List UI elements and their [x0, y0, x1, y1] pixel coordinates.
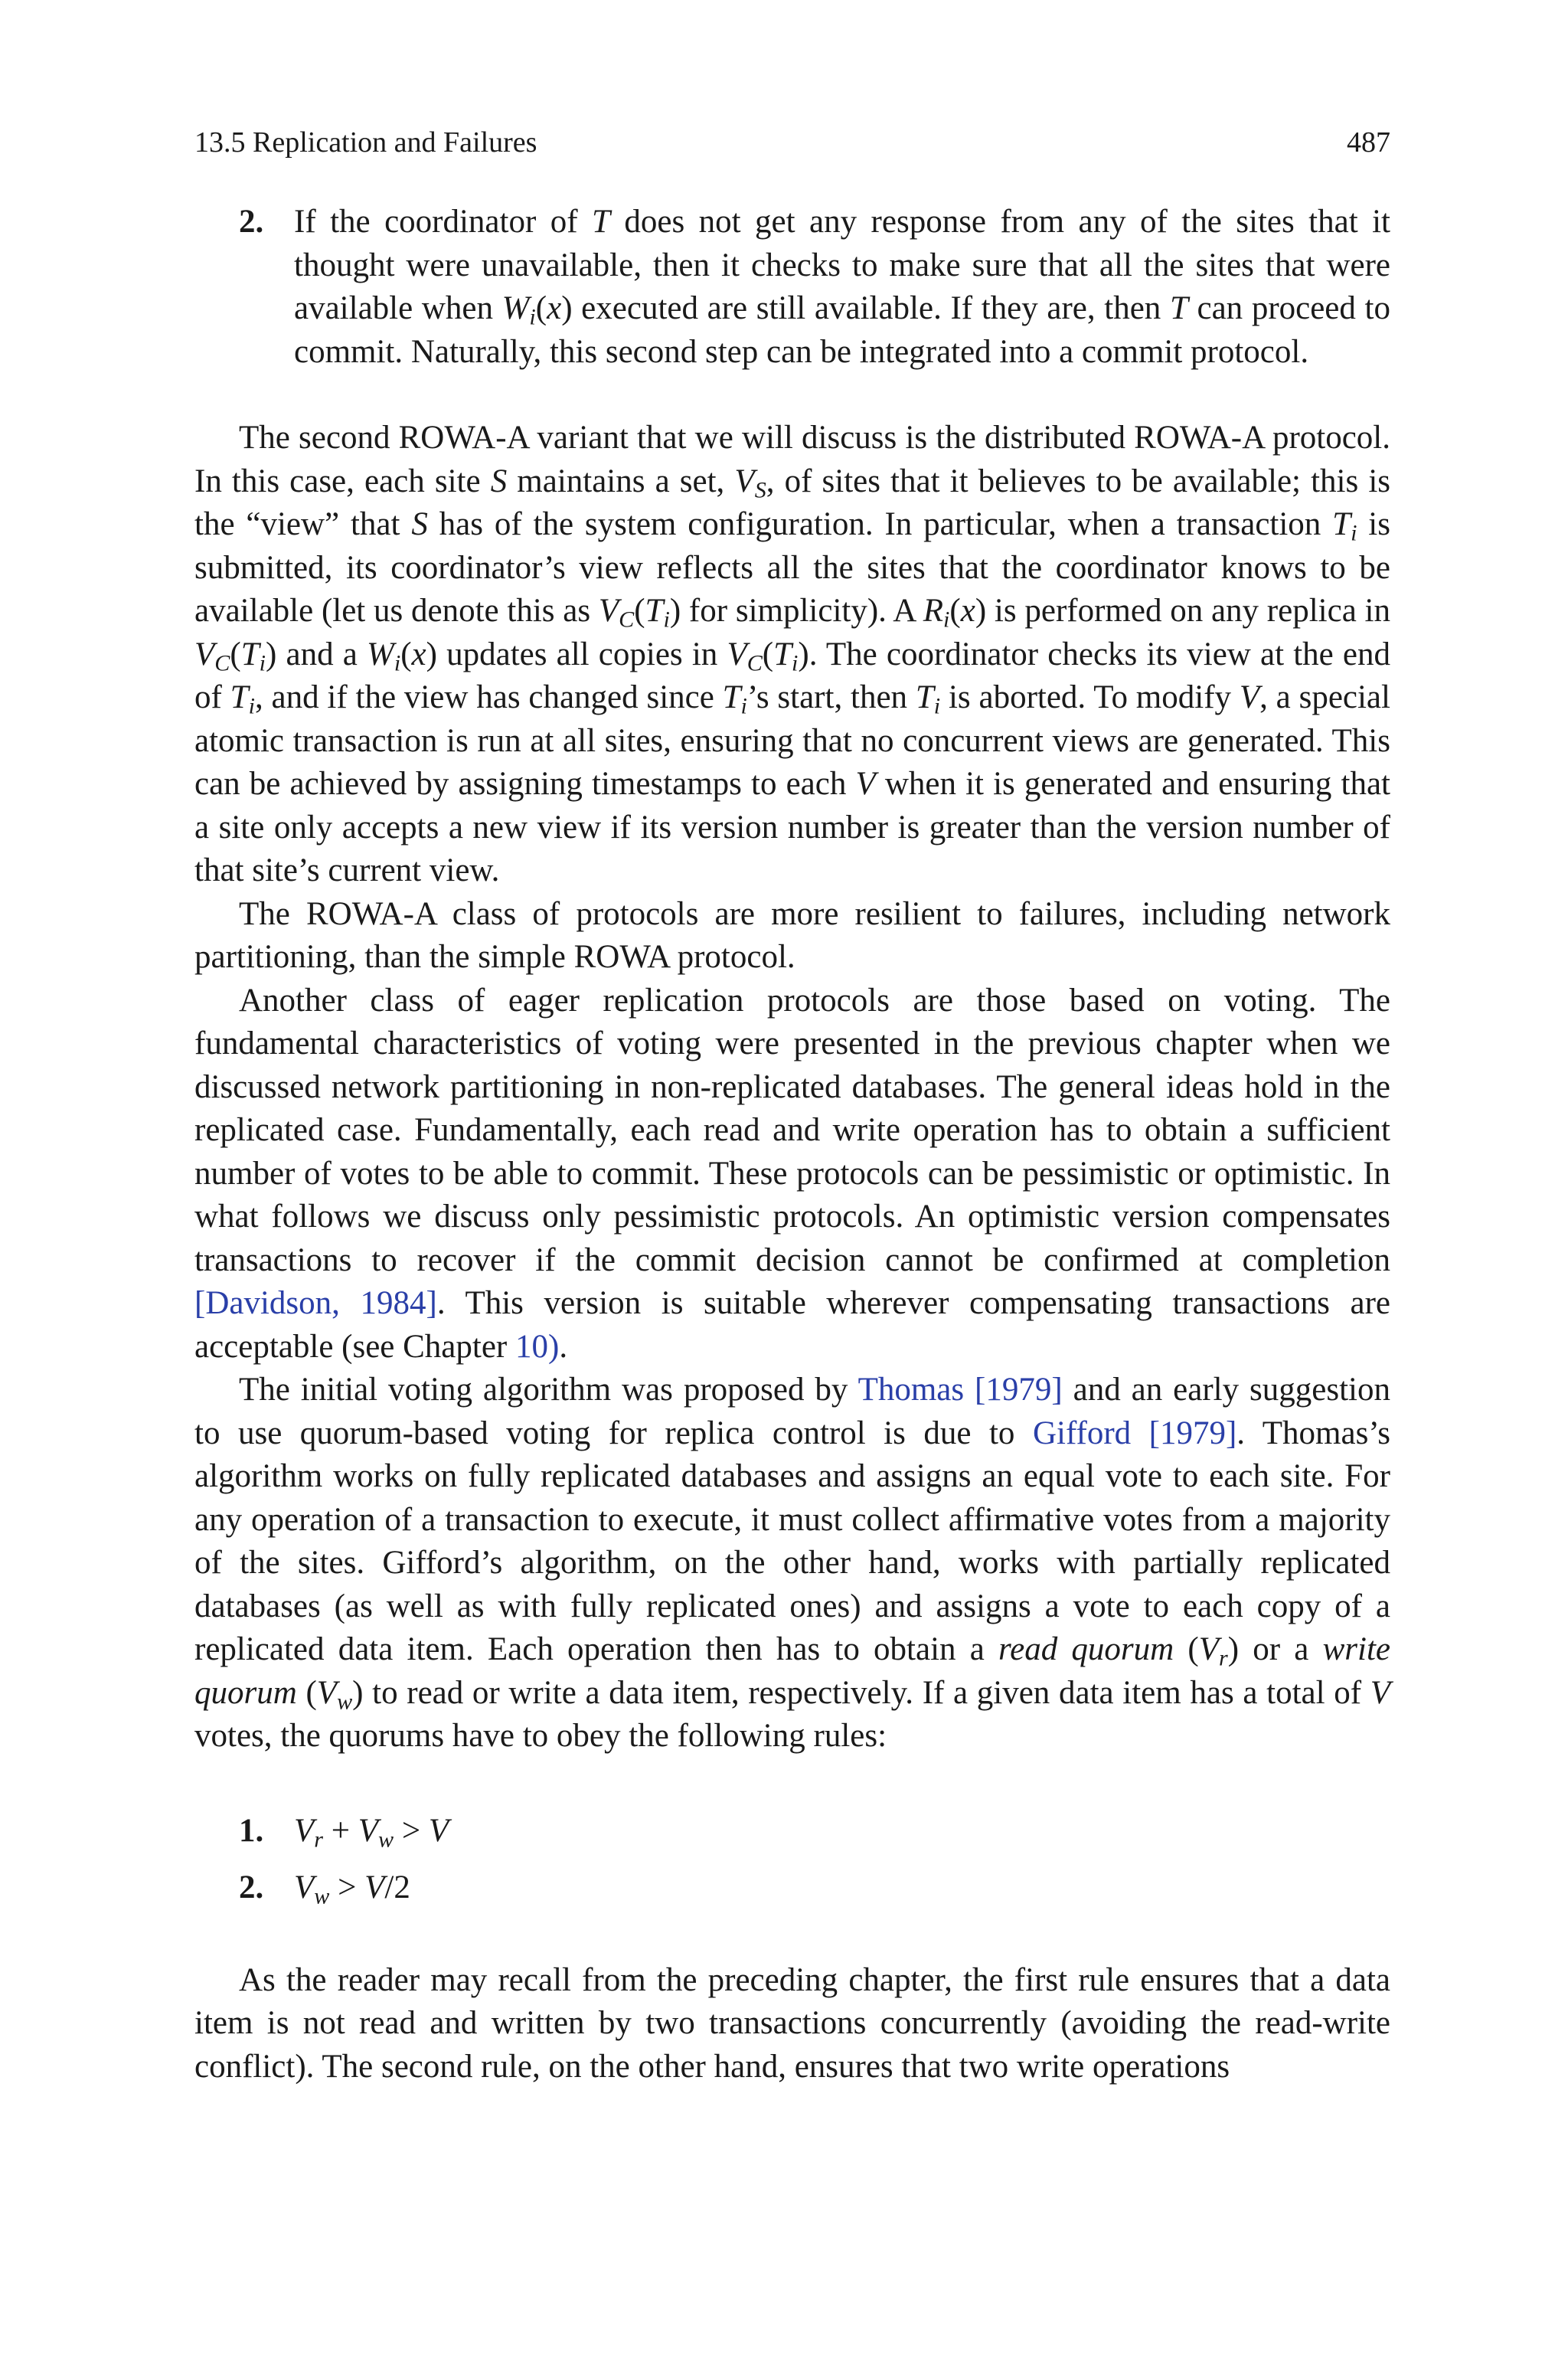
quorum-rule-1: 1. $V_r + V_w > V$: [194, 1803, 1390, 1860]
paragraph-rule-explanation: As the reader may recall from the preceding chapter, the first rule ensures that a data item is not read and written by two transactions concurrently (avoiding the read-write conflict). The second rule, on the other hand, ensures that two write operations: [194, 1961, 1390, 2085]
page-number: 487: [1347, 126, 1390, 159]
running-header: [194, 123, 1390, 162]
paragraph-voting-protocols: Another class of eager replication protocols are those based on voting. The fundamental characteristics of voting were presented in the previous chapter when we discussed network partitioning in non-replicated databases. The general ideas hold in the replicated case. Fundamentally, each read and write operation has to obtain a sufficient number of votes to be able to commit. These protocols can be pessimistic or optimistic. In what follows we discuss only pessimistic protocols. An optimistic version compensates transactions to recover if the commit decision cannot be confirmed at completion [Davidson, 1984]. This version is suitable wherever compensating transactions are acceptable (see Chapter 10).: [194, 982, 1390, 1365]
citation-gifford-1979[interactable]: Gifford [1979]: [1032, 1415, 1237, 1451]
list-number: 2.: [239, 1869, 264, 1905]
citation-davidson-1984[interactable]: [Davidson, 1984]: [194, 1285, 437, 1321]
section-title: 13.5 Replication and Failures: [194, 126, 537, 159]
citation-thomas-1979[interactable]: Thomas [1979]: [858, 1372, 1063, 1408]
paragraph-voting-algorithms: The initial voting algorithm was proposed by Thomas [1979] and an early suggestion to use quorum-based voting for replica control is due to Gifford [1979]. Thomas’s algorithm works on fully replicated databases and assigns an equal vote to each site. For any operation of a transaction to execute, it must collect affirmative votes from a majority of the sites. Gifford’s algorithm, on the other hand, works with partially replicated databases (as well as with fully replicated ones) and assigns a vote to each copy of a replicated data item. Each operation then has to obtain a read quorum $(V_r)$ or a write quorum $(V_w)$ to read or write a data item, respectively. If a given data item has a total of V votes, the quorums have to obey the following rules:: [194, 1372, 1390, 1754]
chapter-10-link[interactable]: 10): [515, 1328, 560, 1365]
list-number: 1.: [239, 1812, 264, 1849]
quorum-rule-2: 2. $V_w > V/2$: [194, 1860, 1390, 1916]
list-number: 2.: [239, 204, 264, 240]
list-item-step-2: 2. If the coordinator of T does not get any response from any of the sites that it thought were unavailable, then it checks to make sure that all the sites that were available when $W_i(x)$ executed are still available. If they are, then T can proceed to commit. Naturally, this second step can be integrated into a commit protocol.: [194, 201, 1390, 374]
quorum-rules-list: [194, 1803, 1390, 1916]
protocol-steps-list: [194, 201, 1390, 374]
book-page: [194, 123, 1390, 2089]
paragraph-rowa-a-resilience: The ROWA-A class of protocols are more resilient to failures, including network partitioning, than the simple ROWA protocol.: [194, 895, 1390, 975]
paragraph-distributed-rowa-a: The second ROWA-A variant that we will discuss is the distributed ROWA-A protocol. In this case, each site S maintains a set, $V_S$, of sites that it believes to be available; this is the “view” that S has of the system configuration. In particular, when a transaction $T_i$ is submitted, its coordinator’s view reflects all the sites that the coordinator knows to be available (let us denote this as $V_C(T_i)$ for simplicity). A $R_i(x)$ is performed on any replica in $V_C(T_i)$ and a $W_i(x)$ updates all copies in $V_C(T_i)$. The coordinator checks its view at the end of $T_i$, and if the view has changed since $T_i’s$ start, then $T_i$ is aborted. To modify V, a special atomic transaction is run at all sites, ensuring that no concurrent views are generated. This can be achieved by assigning timestamps to each V when it is generated and ensuring that a site only accepts a new view if its version number is greater than the version number of that site’s current view.: [194, 420, 1391, 888]
